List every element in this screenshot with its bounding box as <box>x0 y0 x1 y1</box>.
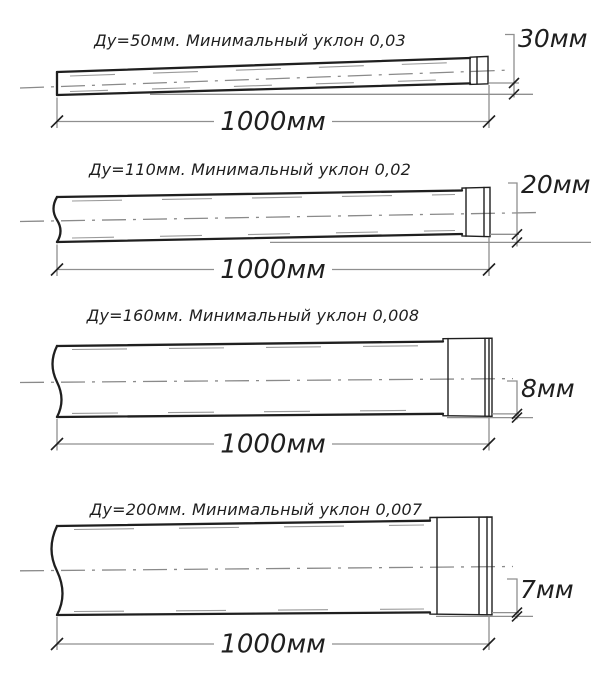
rise-dimension-label: 30мм <box>518 24 588 53</box>
length-dimension-label: 1000мм <box>220 429 326 460</box>
length-dimension-label: 1000мм <box>220 255 326 285</box>
section-du50 <box>20 24 588 137</box>
rise-dimension-label: 8мм <box>521 374 575 403</box>
length-dimension-label: 1000мм <box>220 107 326 137</box>
pipe-body <box>57 517 492 615</box>
pipe-body <box>57 338 492 417</box>
rise-leader-line <box>508 183 517 247</box>
section-du200 <box>20 500 574 660</box>
rise-dimension-label: 7мм <box>520 575 574 604</box>
section-du110 <box>20 160 591 285</box>
section-caption: Ду=200мм. Минимальный уклон 0,007 <box>89 500 423 519</box>
section-caption: Ду=160мм. Минимальный уклон 0,008 <box>86 306 420 325</box>
section-du160 <box>20 306 575 460</box>
section-caption: Ду=50мм. Минимальный уклон 0,03 <box>94 31 406 50</box>
section-caption: Ду=110мм. Минимальный уклон 0,02 <box>88 160 412 179</box>
rise-dimension-label: 20мм <box>521 170 591 199</box>
length-dimension-label: 1000мм <box>220 629 326 660</box>
